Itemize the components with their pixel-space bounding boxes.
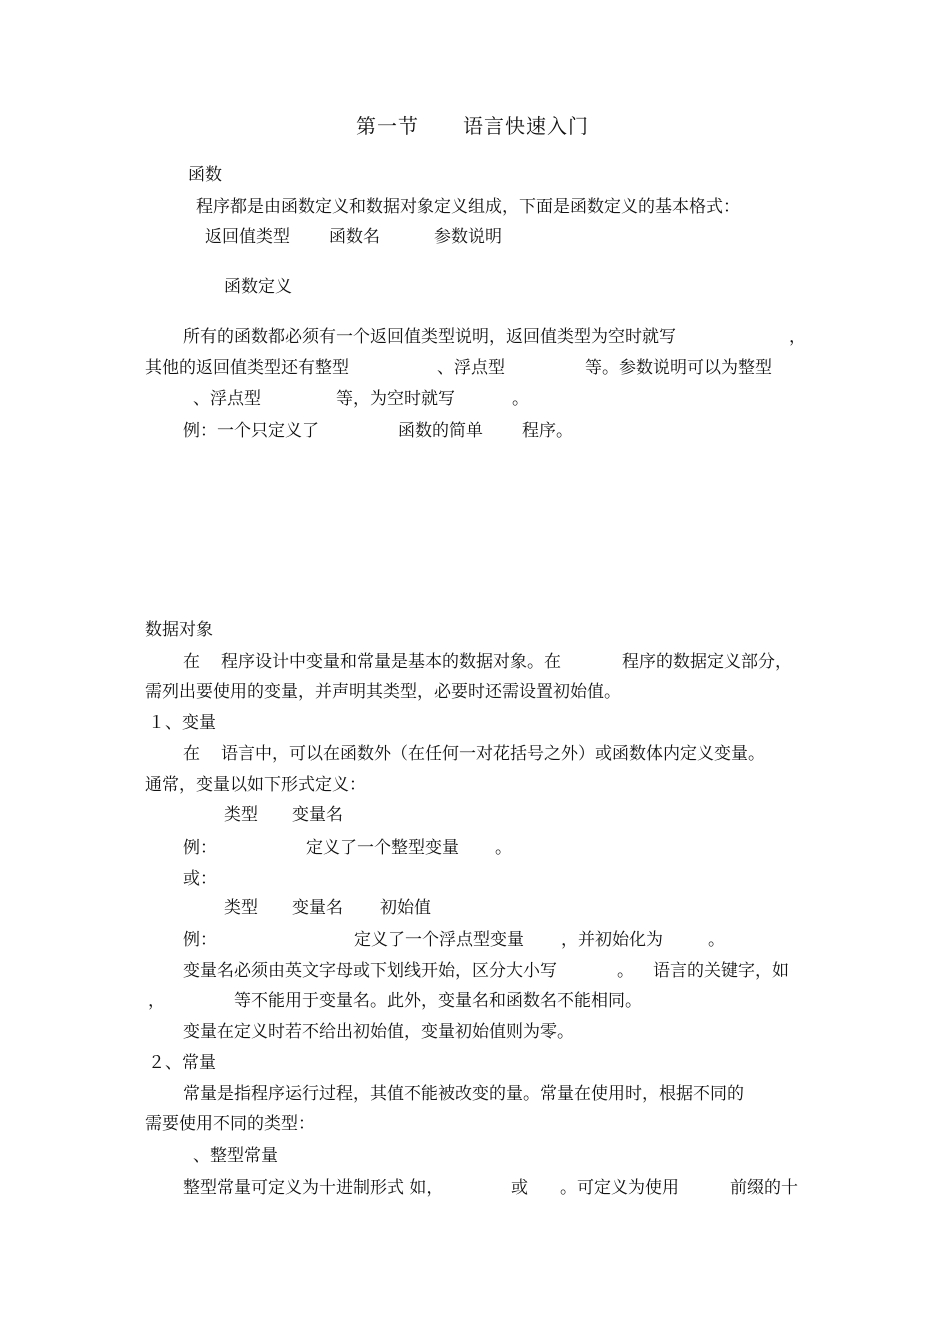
variable-example: 。 (495, 838, 512, 858)
variable-example: 例： (183, 838, 217, 858)
function-intro: 程序都是由函数定义和数据对象定义组成，下面是函数定义的基本格式： (196, 197, 740, 217)
para-text: 等不能用于变量名。此外，变量名和函数名不能相同。 (234, 991, 642, 1011)
data-heading: 数据对象 (145, 620, 213, 640)
para-text: 变量名必须由英文字母或下划线开始，区分大小写 (183, 961, 557, 981)
format-params: 参数说明 (434, 227, 502, 247)
format-return-type: 返回值类型 (205, 227, 290, 247)
variable-example: ，并初始化为 (561, 930, 663, 950)
format-type: 类型 (224, 805, 258, 825)
para-text: 。 (617, 961, 634, 981)
para-text: 、浮点型 (193, 389, 261, 409)
function-definition-label: 函数定义 (224, 277, 292, 297)
page-title-part2: 语言快速入门 (463, 114, 589, 138)
para-text: 等，为空时就写 (336, 389, 455, 409)
variable-example: 定义了一个浮点型变量 (354, 930, 524, 950)
para-text: 通常，变量以如下形式定义： (145, 775, 366, 795)
page-title-part1: 第一节 (356, 114, 419, 138)
para-text: 语言的关键字，如 (653, 961, 789, 981)
para-text: 等。参数说明可以为整型 (585, 358, 772, 378)
para-text: 程序设计中变量和常量是基本的数据对象。在 (221, 652, 561, 672)
para-text: 语言中，可以在函数外（在任何一对花括号之外）或函数体内定义变量。 (221, 744, 765, 764)
para-text: 。 (512, 389, 529, 409)
para-text: 前缀的十 (730, 1178, 798, 1198)
format-variable-name: 变量名 (292, 805, 343, 825)
para-text: 。可定义为使用 (560, 1178, 679, 1198)
para-text: 在 (183, 652, 200, 672)
format-variable-name: 变量名 (292, 898, 343, 918)
para-text: 其他的返回值类型还有整型 (145, 358, 349, 378)
format-function-name: 函数名 (329, 227, 380, 247)
integer-constant-heading: 、整型常量 (193, 1146, 278, 1166)
variable-heading: １、变量 (148, 713, 216, 733)
variable-example: 。 (708, 930, 725, 950)
para-text: 需要使用不同的类型： (145, 1114, 315, 1134)
para-text: ， (789, 327, 806, 347)
format-initial-value: 初始值 (380, 898, 431, 918)
function-example: 程序。 (522, 421, 573, 441)
para-text: 程序的数据定义部分， (622, 652, 792, 672)
constant-heading: ２、常量 (148, 1053, 216, 1073)
para-text: ， (148, 991, 165, 1011)
para-text: 整型常量可定义为十进制形式 如， (183, 1178, 444, 1198)
para-text: 、浮点型 (437, 358, 505, 378)
para-text: 常量是指程序运行过程，其值不能被改变的量。常量在使用时，根据不同的 (183, 1084, 744, 1104)
para-text: 所有的函数都必须有一个返回值类型说明，返回值类型为空时就写 (183, 327, 676, 347)
or-label: 或： (183, 869, 217, 889)
variable-example: 例： (183, 930, 217, 950)
para-text: 或 (511, 1178, 528, 1198)
function-heading: 函数 (188, 165, 222, 185)
format-type: 类型 (224, 898, 258, 918)
para-text: 在 (183, 744, 200, 764)
para-text: 变量在定义时若不给出初始值，变量初始值则为零。 (183, 1022, 574, 1042)
variable-example: 定义了一个整型变量 (306, 838, 459, 858)
function-example: 函数的简单 (398, 421, 483, 441)
para-text: 需列出要使用的变量，并声明其类型，必要时还需设置初始值。 (145, 682, 621, 702)
function-example: 例：一个只定义了 (183, 421, 319, 441)
